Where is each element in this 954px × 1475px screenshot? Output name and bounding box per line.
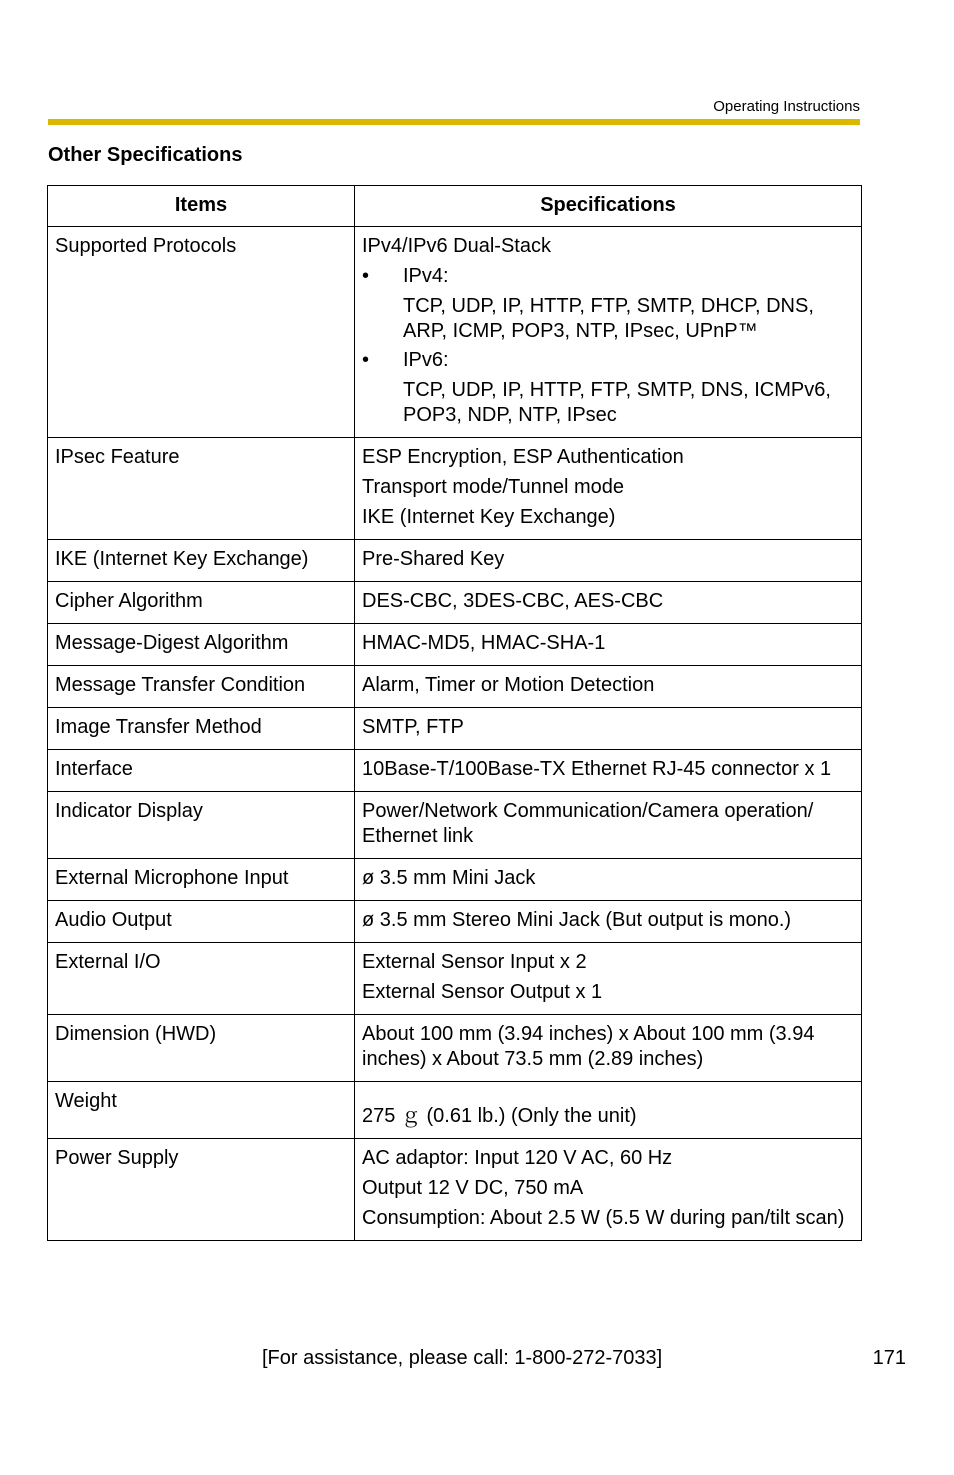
- table-row: [48, 859, 862, 901]
- page-number: 171: [872, 1347, 906, 1369]
- bullet-label: IPv6:: [403, 349, 449, 371]
- table-row: [48, 792, 862, 859]
- spec-cell: [355, 227, 862, 438]
- spec-cell: [355, 750, 862, 792]
- spec-line: 10Base-T/100Base-TX Ethernet RJ-45 connector x 1: [362, 758, 832, 780]
- table-header-row: [48, 186, 862, 227]
- item-cell: Supported Protocols: [48, 227, 355, 438]
- table-row: [48, 1082, 862, 1139]
- column-header-specifications: Specifications: [355, 186, 862, 227]
- spec-line: ø 3.5 mm Stereo Mini Jack (But output is mono.): [362, 909, 792, 931]
- spec-line: Output 12 V DC, 750 mA: [362, 1177, 584, 1199]
- bullet-item: [362, 264, 854, 289]
- spec-cell: [355, 624, 862, 666]
- bullet-item: [362, 348, 854, 373]
- item-cell: Power Supply: [48, 1139, 355, 1241]
- bullet-detail: TCP, UDP, IP, HTTP, FTP, SMTP, DHCP, DNS, ARP, ICMP, POP3, NTP, IPsec, UPnP™: [403, 295, 814, 342]
- table-row: [48, 901, 862, 943]
- item-cell: Weight: [48, 1082, 355, 1139]
- running-header: Operating Instructions: [713, 98, 860, 115]
- table-row: [48, 624, 862, 666]
- spec-line: DES-CBC, 3DES-CBC, AES-CBC: [362, 590, 664, 612]
- table-row: [48, 750, 862, 792]
- table-row: [48, 438, 862, 540]
- spec-cell: [355, 859, 862, 901]
- spec-cell: [355, 708, 862, 750]
- spec-line: HMAC-MD5, HMAC-SHA-1: [362, 632, 606, 654]
- spec-line: ESP Encryption, ESP Authentication: [362, 446, 684, 468]
- section-title: Other Specifications: [48, 144, 243, 166]
- spec-line: ø 3.5 mm Mini Jack: [362, 867, 536, 889]
- table-row: [48, 227, 862, 438]
- table-row: [48, 666, 862, 708]
- spec-line: About 100 mm (3.94 inches) x About 100 mm (3.94 inches) x About 73.5 mm (2.89 inches): [362, 1023, 815, 1070]
- table-row: [48, 582, 862, 624]
- spec-line: IPv4/IPv6 Dual-Stack: [362, 235, 551, 257]
- spec-line: External Sensor Output x 1: [362, 981, 603, 1003]
- spec-cell: [355, 1082, 862, 1139]
- item-cell: Cipher Algorithm: [48, 582, 355, 624]
- item-cell: Message Transfer Condition: [48, 666, 355, 708]
- spec-line: IKE (Internet Key Exchange): [362, 506, 616, 528]
- spec-cell: [355, 901, 862, 943]
- spec-line: AC adaptor: Input 120 V AC, 60 Hz: [362, 1147, 673, 1169]
- table-row: [48, 540, 862, 582]
- bullet-detail: TCP, UDP, IP, HTTP, FTP, SMTP, DNS, ICMPv6, POP3, NDP, NTP, IPsec: [403, 379, 831, 426]
- spec-cell: [355, 1139, 862, 1241]
- table-row: [48, 708, 862, 750]
- spec-line: Consumption: About 2.5 W (5.5 W during pan/tilt scan): [362, 1207, 845, 1229]
- spec-cell: [355, 792, 862, 859]
- bullet-icon: •: [362, 265, 370, 287]
- spec-cell: [355, 1015, 862, 1082]
- spec-line: Pre-Shared Key: [362, 548, 505, 570]
- spec-line: Transport mode/Tunnel mode: [362, 476, 624, 498]
- item-cell: External I/O: [48, 943, 355, 1015]
- item-cell: Message-Digest Algorithm: [48, 624, 355, 666]
- bullet-icon: •: [362, 349, 370, 371]
- item-cell: Interface: [48, 750, 355, 792]
- item-cell: Audio Output: [48, 901, 355, 943]
- item-cell: IPsec Feature: [48, 438, 355, 540]
- header-rule: [48, 119, 860, 125]
- spec-cell: [355, 540, 862, 582]
- spec-cell: [355, 943, 862, 1015]
- spec-line: 275 ｇ (0.61 lb.) (Only the unit): [362, 1105, 637, 1127]
- item-cell: Image Transfer Method: [48, 708, 355, 750]
- bullet-label: IPv4:: [403, 265, 449, 287]
- table-row: [48, 943, 862, 1015]
- spec-cell: [355, 438, 862, 540]
- spec-cell: [355, 666, 862, 708]
- item-cell: Dimension (HWD): [48, 1015, 355, 1082]
- spec-cell: [355, 582, 862, 624]
- specifications-table: [47, 185, 862, 1241]
- spec-line: Alarm, Timer or Motion Detection: [362, 674, 655, 696]
- item-cell: Indicator Display: [48, 792, 355, 859]
- column-header-items: Items: [48, 186, 355, 227]
- spec-line: SMTP, FTP: [362, 716, 464, 738]
- table-row: [48, 1139, 862, 1241]
- assistance-note: [For assistance, please call: 1-800-272-7033]: [262, 1347, 663, 1369]
- item-cell: IKE (Internet Key Exchange): [48, 540, 355, 582]
- spec-line: Power/Network Communication/Camera operation/ Ethernet link: [362, 800, 814, 847]
- spec-line: External Sensor Input x 2: [362, 951, 587, 973]
- table-row: [48, 1015, 862, 1082]
- item-cell: External Microphone Input: [48, 859, 355, 901]
